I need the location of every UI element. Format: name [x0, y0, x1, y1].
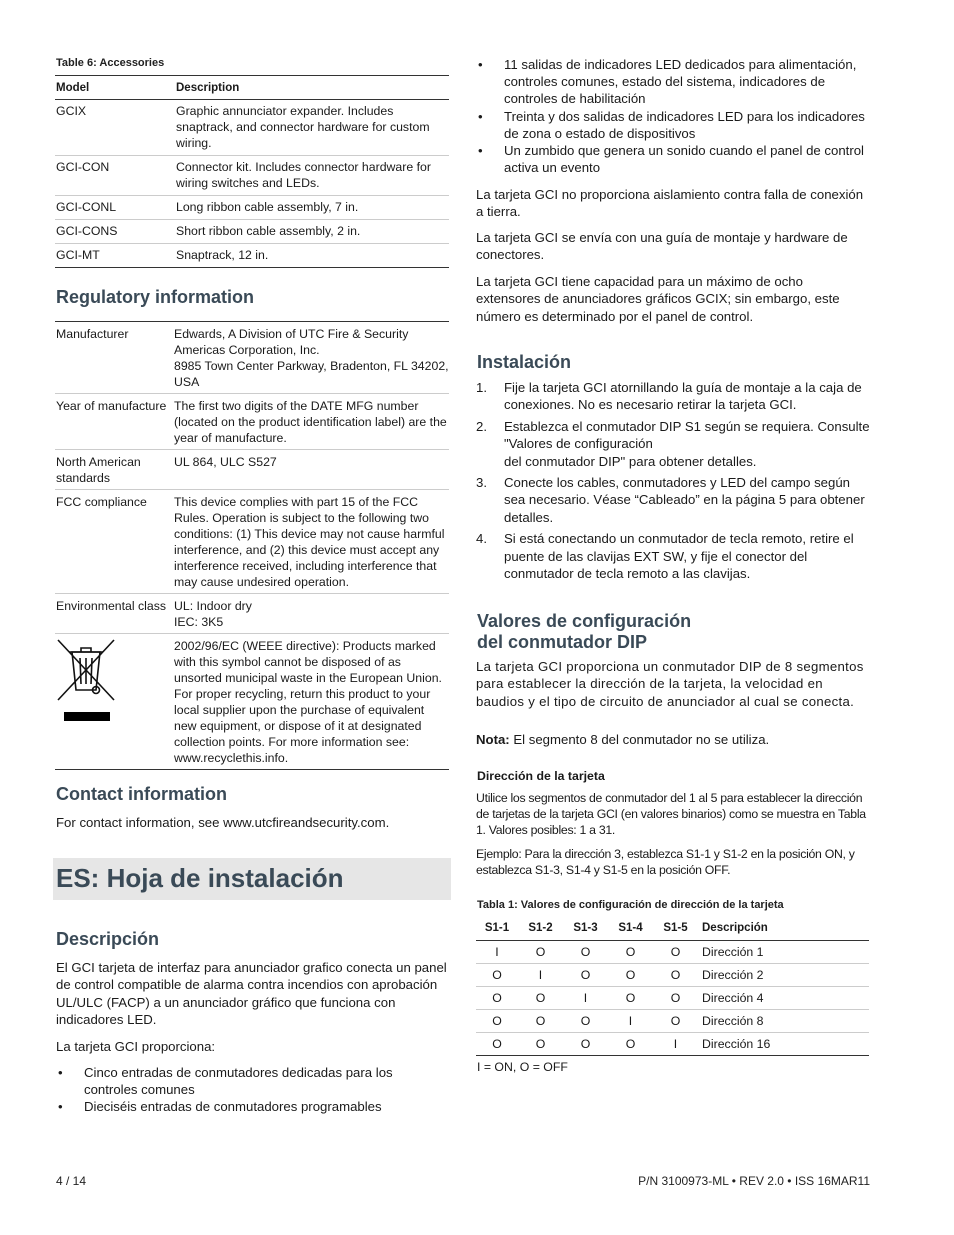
cell-descripcion: Dirección 2	[698, 964, 869, 987]
step-number: 3.	[476, 475, 487, 491]
cell-description: Snaptrack, 12 in.	[175, 244, 449, 268]
table-row	[55, 100, 449, 156]
header-s1-5: S1-5	[653, 916, 698, 941]
dip-table-legend: I = ON, O = OFF	[477, 1060, 568, 1074]
table-row	[55, 156, 449, 196]
header-descripcion: Descripción	[698, 916, 869, 941]
cell-model: GCIX	[55, 100, 175, 156]
table-row	[55, 322, 449, 394]
dip-address-table	[476, 916, 869, 1056]
cell-s1-4: O	[608, 964, 653, 987]
footer-page-number: 4 / 14	[56, 1174, 87, 1188]
table-row	[476, 987, 869, 1010]
contact-text: For contact information, see www.utcfireandsecurity.com.	[56, 815, 390, 830]
table-row	[476, 941, 869, 964]
cell-s1-1: O	[476, 1033, 518, 1056]
dip-note	[476, 731, 870, 748]
cell-s1-3: O	[563, 1033, 608, 1056]
cell-description: Short ribbon cable assembly, 2 in.	[175, 220, 449, 244]
cell-s1-5: O	[653, 964, 698, 987]
table-row	[55, 244, 449, 268]
descripcion-para1: El GCI tarjeta de interfaz para anunciador grafico conecta un panel de control compatible de alarma contra incendios con aprobación UL/ULC (FACP) a un anunciador gráfico que funciona con indicadores LED.	[56, 960, 447, 1028]
es-section-banner	[53, 858, 451, 900]
table-row	[476, 964, 869, 987]
instalacion-heading: Instalación	[477, 352, 572, 372]
features-para2: La tarjeta GCI se envía con una guía de montaje y hardware de conectores.	[476, 230, 848, 263]
footer-part-number: P/N 3100973-ML • REV 2.0 • ISS 16MAR11	[638, 1174, 870, 1188]
direccion-para1: Utilice los segmentos de conmutador del 1 al 5 para establecer la dirección de tarjetas de la tarjeta GCI (en valores binarios) como se muestra en Tabla 1. Valores posibles: 1 a 31.	[476, 791, 866, 838]
list-item	[476, 418, 870, 470]
note-text: El segmento 8 del conmutador no se utiliza.	[509, 732, 770, 747]
direccion-para2: Ejemplo: Para la dirección 3, establezca S1-1 y S1-2 en la posición ON, y establezca S1-3, S1-4 y S1-5 en la posición OFF.	[476, 847, 855, 878]
cell-s1-1: I	[476, 941, 518, 964]
row-label: Environmental class	[55, 594, 173, 634]
step-text: Si está conectando un conmutador de tecla remoto, retire el puente de las clavijas EXT SW, y fije el conector del conmutador de tecla remoto a las clavijas.	[504, 531, 854, 582]
cell-s1-5: O	[653, 1010, 698, 1033]
cell-description: Long ribbon cable assembly, 7 in.	[175, 196, 449, 220]
regulatory-table	[55, 321, 449, 770]
cell-s1-4: I	[608, 1010, 653, 1033]
row-label: FCC compliance	[55, 490, 173, 594]
cell-descripcion: Dirección 16	[698, 1033, 869, 1056]
cell-model: GCI-MT	[55, 244, 175, 268]
table-row	[55, 220, 449, 244]
table-row	[55, 490, 449, 594]
header-s1-4: S1-4	[608, 916, 653, 941]
cell-model: GCI-CONL	[55, 196, 175, 220]
cell-s1-5: O	[653, 987, 698, 1010]
row-value: This device complies with part 15 of the FCC Rules. Operation is subject to the following two conditions: (1) This device may not cause harmful interference, and (2) this device must accept any interference received, including interference that may cause undesired operation.	[173, 490, 449, 594]
instalacion-steps	[476, 379, 870, 586]
header-s1-2: S1-2	[518, 916, 563, 941]
descripcion-heading: Descripción	[56, 929, 160, 949]
table-row	[55, 634, 449, 770]
cell-s1-3: O	[563, 964, 608, 987]
cell-descripcion: Dirección 1	[698, 941, 869, 964]
cell-description: Graphic annunciator expander. Includes snaptrack, and connector hardware for custom wiring.	[175, 100, 449, 156]
row-value: The first two digits of the DATE MFG number (located on the product identification label) are the year of manufacture.	[173, 394, 449, 450]
table-row	[476, 1033, 869, 1056]
table-row	[55, 450, 449, 490]
accessories-caption: Table 6: Accessories	[56, 57, 165, 69]
cell-s1-5: O	[653, 941, 698, 964]
cell-s1-4: O	[608, 941, 653, 964]
row-value: UL: Indoor dry IEC: 3K5	[173, 594, 449, 634]
table-row	[55, 196, 449, 220]
cell-s1-2: O	[518, 987, 563, 1010]
list-item: • Un zumbido que genera un sonido cuando el panel de control activa un evento	[476, 142, 870, 176]
row-value: UL 864, ULC S527	[173, 450, 449, 490]
direccion-subheading: Dirección de la tarjeta	[477, 769, 605, 783]
cell-s1-1: O	[476, 1010, 518, 1033]
weee-cell	[55, 634, 173, 770]
step-number: 1.	[476, 380, 487, 395]
header-model: Model	[55, 76, 175, 100]
cell-s1-2: I	[518, 964, 563, 987]
step-number: 4.	[476, 531, 487, 547]
table-row	[476, 1010, 869, 1033]
cell-s1-5: I	[653, 1033, 698, 1056]
header-s1-1: S1-1	[476, 916, 518, 941]
cell-description: Connector kit. Includes connector hardware for wiring switches and LEDs.	[175, 156, 449, 196]
row-label: North American standards	[55, 450, 173, 490]
cell-s1-2: O	[518, 1033, 563, 1056]
cell-model: GCI-CON	[55, 156, 175, 196]
cell-s1-1: O	[476, 964, 518, 987]
list-item	[476, 530, 870, 582]
cell-s1-3: I	[563, 987, 608, 1010]
step-text: Fije la tarjeta GCI atornillando la guía de montaje a la caja de conexiones. No es necesario retirar la tarjeta GCI.	[504, 380, 862, 413]
dip-heading-line1: Valores de configuración	[477, 611, 692, 631]
list-item: • Treinta y dos salidas de indicadores LED para los indicadores de zona o estado de dispositivos	[476, 108, 870, 142]
accessories-table	[55, 75, 449, 268]
row-value: Edwards, A Division of UTC Fire & Security Americas Corporation, Inc. 8985 Town Center Parkway, Bradenton, FL 34202, USA	[173, 322, 449, 394]
cell-s1-3: O	[563, 941, 608, 964]
cell-s1-2: O	[518, 1010, 563, 1033]
list-item: • 11 salidas de indicadores LED dedicados para alimentación, controles comunes, estado del sistema, indicadores de controles de habilitación	[476, 56, 870, 108]
list-item	[476, 379, 870, 414]
cell-descripcion: Dirección 4	[698, 987, 869, 1010]
descripcion-para2: La tarjeta GCI proporciona:	[56, 1039, 216, 1054]
dip-table-caption: Tabla 1: Valores de configuración de dirección de la tarjeta	[477, 899, 784, 911]
cell-s1-4: O	[608, 987, 653, 1010]
list-item: • Dieciséis entradas de conmutadores programables	[56, 1098, 448, 1115]
cell-s1-1: O	[476, 987, 518, 1010]
header-description: Description	[175, 76, 449, 100]
list-item: • Cinco entradas de conmutadores dedicadas para los controles comunes	[56, 1064, 448, 1098]
dip-heading-line2: del conmutador DIP	[477, 632, 648, 652]
row-value: 2002/96/EC (WEEE directive): Products marked with this symbol cannot be disposed of as unsorted municipal waste in the European Union. For proper recycling, return this product to your local supplier upon the purchase of equivalent new equipment, or dispose of it at designated collection points. For more information see: www.recyclethis.info.	[173, 634, 449, 770]
step-text: Conecte los cables, conmutadores y LED del campo según sea necesario. Véase “Cableado” en la página 5 para obtener detalles.	[504, 475, 865, 525]
row-label: Manufacturer	[55, 322, 173, 394]
step-number: 2.	[476, 418, 487, 434]
cell-s1-2: O	[518, 941, 563, 964]
row-label: Year of manufacture	[55, 394, 173, 450]
features-para3: La tarjeta GCI tiene capacidad para un máximo de ocho extensores de anunciadores gráficos GCIX; sin embargo, este número es determinado por el panel de control.	[476, 274, 840, 324]
contact-heading: Contact information	[56, 784, 227, 804]
es-banner-title: ES: Hoja de instalación	[56, 863, 344, 893]
dip-para: La tarjeta GCI proporciona un conmutador DIP de 8 segmentos para establecer la dirección de la tarjeta, la velocidad en baudios y el tipo de circuito de anunciador al cual se conecta.	[476, 659, 864, 709]
features-para1: La tarjeta GCI no proporciona aislamiento contra falla de conexión a tierra.	[476, 187, 864, 220]
cell-s1-4: O	[608, 1033, 653, 1056]
regulatory-heading: Regulatory information	[56, 287, 255, 307]
cell-s1-3: O	[563, 1010, 608, 1033]
descripcion-bullets	[56, 1064, 448, 1116]
weee-crossed-bin-icon	[56, 638, 118, 722]
step-text: Establezca el conmutador DIP S1 según se requiera. Consulte "Valores de configuración del conmutador DIP" para obtener detalles.	[504, 418, 870, 469]
table-row	[55, 594, 449, 634]
list-item	[476, 474, 870, 526]
table-row	[55, 394, 449, 450]
cell-model: GCI-CONS	[55, 220, 175, 244]
header-s1-3: S1-3	[563, 916, 608, 941]
features-bullets	[476, 56, 870, 176]
note-label: Nota:	[476, 732, 510, 747]
cell-descripcion: Dirección 8	[698, 1010, 869, 1033]
